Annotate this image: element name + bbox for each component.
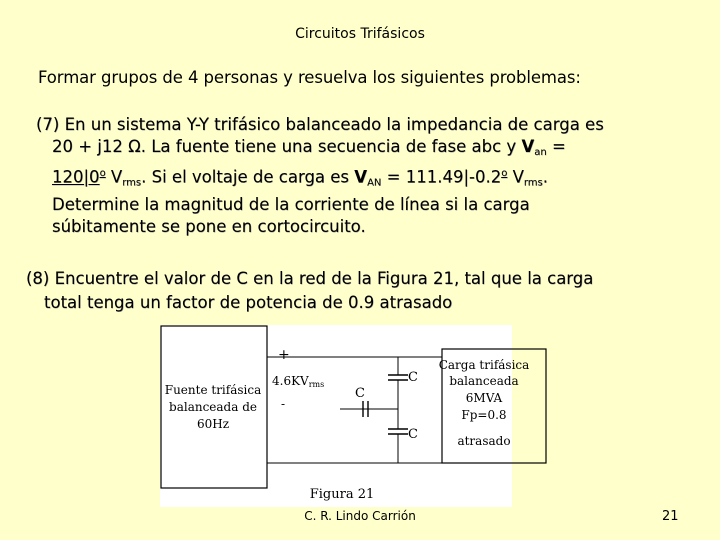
load-label-line-1: Carga trifásica (438, 358, 530, 372)
source-label-line-3: 60Hz (196, 417, 230, 431)
figure-caption: Figura 21 (309, 487, 375, 502)
load-label-line-2: balanceada (449, 374, 519, 388)
problem-7 (36, 114, 658, 237)
source-label-line-2: balanceada de (169, 400, 257, 414)
intro-instructions: Formar grupos de 4 personas y resuelva los siguientes problemas: (38, 68, 581, 87)
problem-7-line-2: 20 + j12 Ω. La fuente tiene una secuencia de fase abc y $V_{an}$ = (52, 136, 566, 158)
problem-7-line-5: súbitamente se pone en cortocircuito. (52, 216, 366, 236)
cap-bottom-label: C (408, 427, 418, 442)
voltage-label: 4.6KVrms (272, 374, 325, 389)
minus-sign: - (281, 397, 286, 411)
cap-top-label: C (408, 370, 418, 385)
footer-author: C. R. Lindo Carrión (304, 509, 416, 523)
source-label-line-1: Fuente trifásica (164, 383, 262, 397)
circuit-diagram (160, 325, 530, 507)
load-label-line-3: 6MVA (465, 391, 503, 405)
problem-7-line-1: (7) En un sistema Y-Y trifásico balanceado la impedancia de carga es (36, 115, 604, 134)
problem-8-line-2: total tenga un factor de potencia de 0.9 atrasado (44, 293, 453, 312)
circuit-figure (160, 325, 530, 507)
page-number: 21 (662, 509, 679, 524)
load-label-line-5: atrasado (457, 434, 511, 448)
load-label-line-4: Fp=0.8 (461, 408, 507, 422)
plus-sign: + (278, 347, 290, 363)
problem-8 (26, 267, 666, 315)
problem-7-line-4: Determine la magnitud de la corriente de línea si la carga (52, 195, 530, 214)
problem-7-line-3: 120|0$^o$ $V_{rms}$. Si el voltaje de carga es $V_{AN} = 111.49|-0.2^o$ $V_{rms}$. (52, 167, 549, 189)
slide-title: Circuitos Trifásicos (295, 26, 425, 42)
problem-8-line-1: (8) Encuentre el valor de C en la red de la Figura 21, tal que la carga (26, 269, 594, 288)
cap-left-label: C (355, 386, 365, 401)
